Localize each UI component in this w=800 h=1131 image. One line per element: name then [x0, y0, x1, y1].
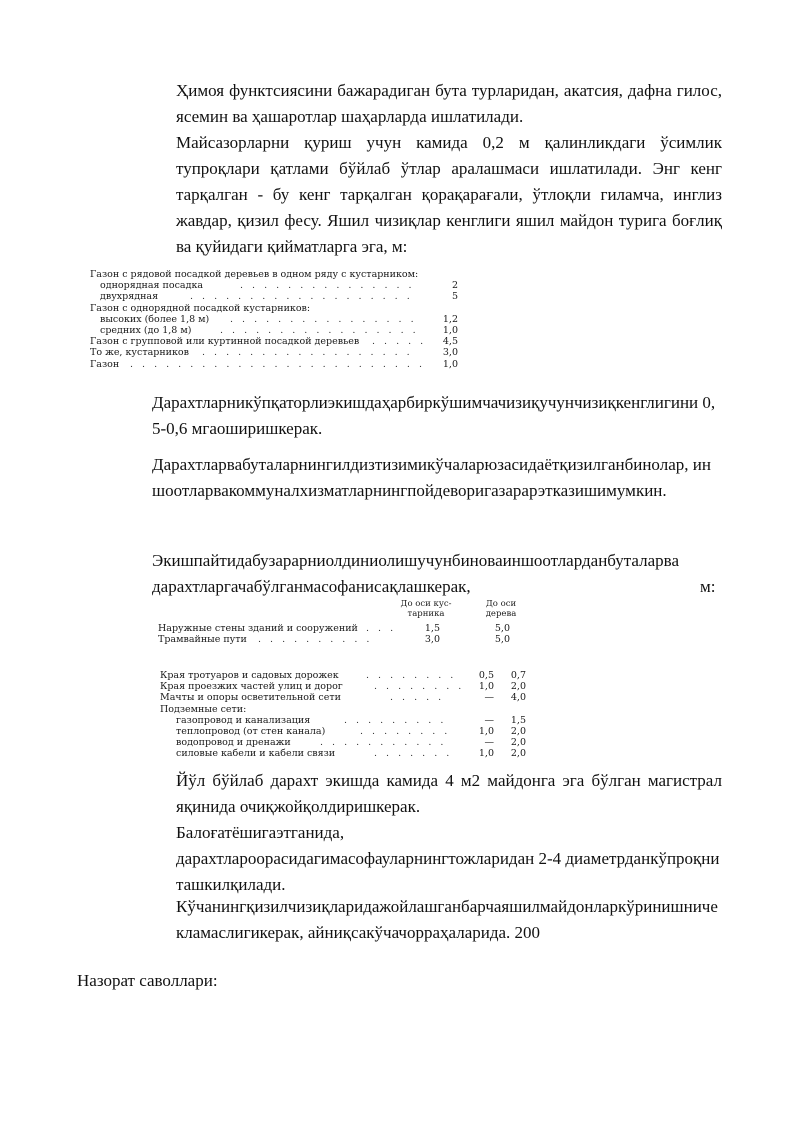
table-row: Наружные стены зданий и сооружений . . . 1,5 5,0 [158, 623, 510, 634]
table-row: Газон . . . . . . . . . . . . . . . . . . . . . . . . . 1,0 [90, 358, 458, 370]
column-header-tree: До оси дерева [485, 599, 517, 619]
table-row: газопровод и канализация . . . . . . . . . — 1,5 [176, 714, 526, 726]
table-row: водопровод и дренажи . . . . . . . . . . . — 2,0 [176, 737, 526, 749]
paragraph-lawns: Майсазорларни қуриш учун камида 0,2 м қалинликдаги ўсимлик тупроқлари қатлами бўйлаб ўтлар аралашмаси ишлатилади. Энг кенг тарқалган - бу кенг тарқалган қорақарағали, ўтлоқли гиламча, инглиз жавдар, қизил фесу. Яшил чизиқлар кенглиги яшил майдон турига боғлиқ ва қуйидаги қийматларга эга, м: [176, 133, 722, 256]
table-row: Края тротуаров и садовых дорожек . . . . . . . . 0,5 0,7 [160, 670, 526, 681]
table-row: двухрядная . . . . . . . . . . . . . . . . . . . 5 [100, 291, 458, 303]
column-header-shrub: До оси кус-тарника [400, 599, 452, 619]
paragraph-red-lines: Кўчанингқизилчизиқларидажойлашганбарчаяшилмайдонларкўринишничекламаслигикерак, айниқсакўчачорраҳаларида. 200 [176, 897, 718, 942]
table-row: Подземные сети: [160, 703, 247, 715]
paragraph-adulthood: Балоғатёшигаэтганида, [176, 823, 345, 842]
table-row: средних (до 1,8 м) . . . . . . . . . . . . . . . . . 1,0 [100, 324, 458, 336]
table-row: Газон с групповой или куртинной посадкой деревьев . . . . . 4,5 [90, 336, 458, 348]
paragraph-roadside-planting: Йўл бўйлаб дарахт экишда камида 4 м2 майдонга эга бўлган магистрал яқинида очиқжойқолдиришкерак. [176, 771, 722, 816]
table-row: Мачты и опоры осветительной сети . . . . . — 4,0 [160, 692, 526, 704]
table-row: Газон с рядовой посадкой деревьев в одном ряду с кустарником: [90, 269, 419, 280]
control-questions-heading: Назорат саволлари: [77, 971, 218, 990]
distance-table-roads-networks [160, 670, 560, 760]
distance-table-buildings [158, 599, 538, 651]
table-row: Трамвайные пути . . . . . . . . . . 3,0 5,0 [158, 634, 510, 645]
table-row: однорядная посадка . . . . . . . . . . . . . . . 2 [100, 280, 458, 292]
table-row: Газон с однорядной посадкой кустарников: [90, 302, 311, 314]
table-row: То же, кустарников . . . . . . . . . . . . . . . . . . 3,0 [90, 347, 458, 359]
green-strip-width-table [90, 269, 470, 370]
table-row: теплопровод (от стен канала) . . . . . . . . 1,0 2,0 [176, 725, 526, 737]
table-row: высоких (более 1,8 м) . . . . . . . . . . . . . . . . 1,2 [100, 313, 458, 325]
paragraph-distance-from-buildings: Экишпайтидабузарарниолдиниолишучунбиноваиншоотларданбуталарвадарахтларгачабўлганмасофанисақлашкерак, [152, 551, 679, 596]
paragraph-multi-row-planting: Дарахтларникўпқаторлиэкишдаҳарбиркўшимчачизиқучунчизиқкенглигини 0,5-0,6 мгаоширишкерак. [152, 393, 716, 438]
table-row: Края проезжих частей улиц и дорог . . . . . . . . 1,0 2,0 [160, 681, 526, 693]
table-row: силовые кабели и кабели связи . . . . . . . 1,0 2,0 [176, 748, 526, 760]
paragraph-crown-distance: дарахтлароорасидагимасофауларнингтожларидан 2-4 диаметрданкўпроқниташкилқилади. [176, 849, 720, 894]
paragraph-protective-shrubs: Ҳимоя функтсиясини бажарадиган бута турларидан, акатсия, дафна гилос, ясемин ва ҳашаротлар шаҳарларда ишлатилади. [176, 81, 722, 126]
paragraph-root-systems: Дарахтларвабуталарнингилдизтизимикўчаларюзасидаётқизилганбинолар, иншоотларвакоммуналхизматларнингпойдеворигазарарэтказишимумкин. [152, 455, 711, 500]
unit-label: м: [700, 577, 716, 596]
